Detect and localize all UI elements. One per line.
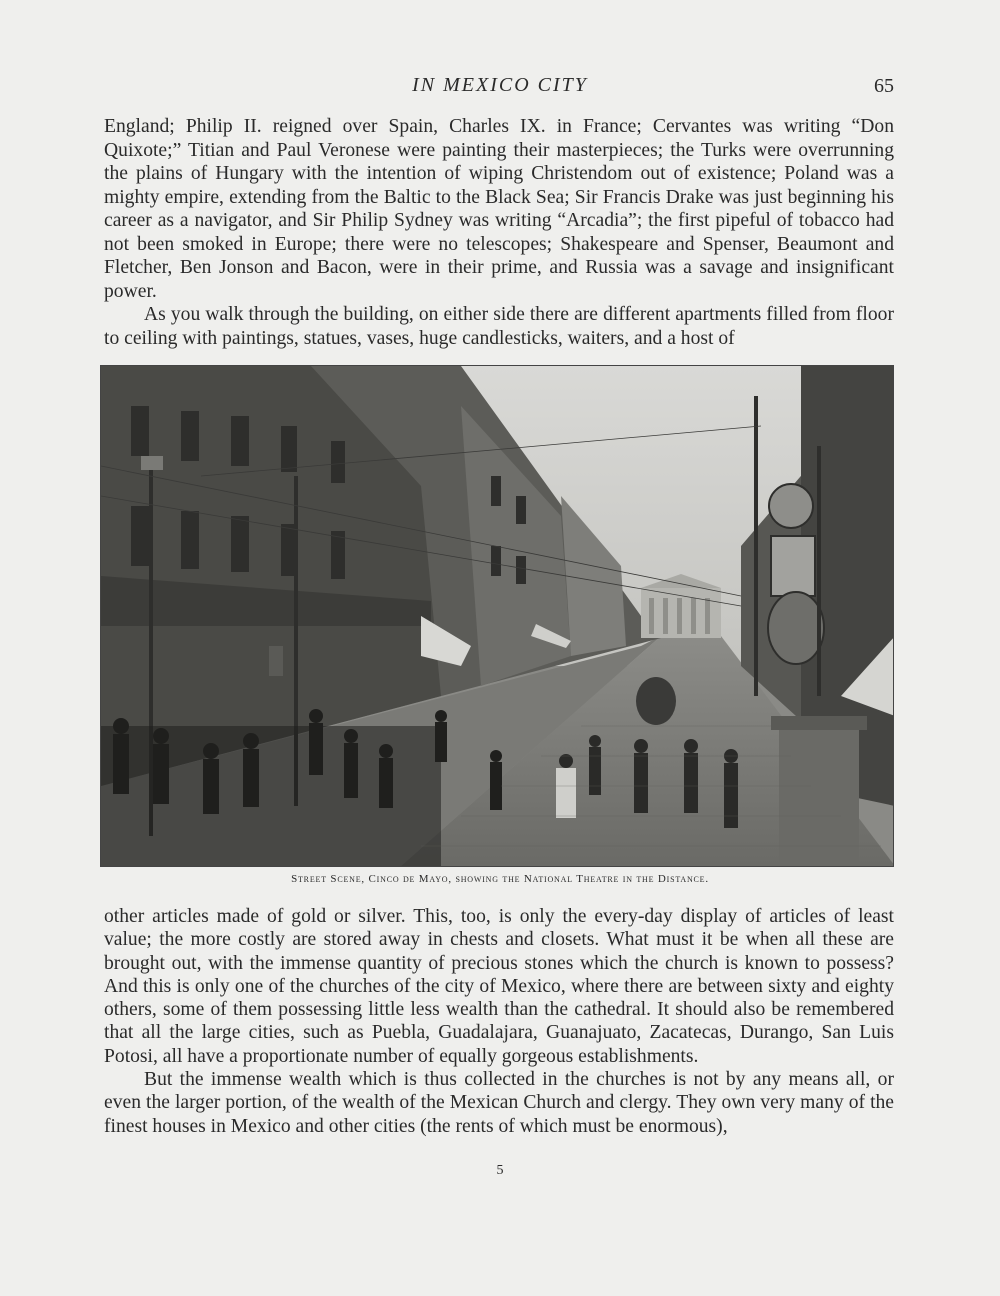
running-title: IN MEXICO CITY [412,74,588,96]
street-scene-photo [100,365,894,867]
page-number: 65 [874,75,894,97]
signature-mark: 5 [496,1163,504,1178]
paragraph: England; Philip II. reigned over Spain, Charles IX. in France; Cervantes was writing “Don Quixote;” Titian and Paul Veronese were painting their masterpieces; the Turks were overrunning the plains of Hungary with the intention of wiping Christendom out of existence; Poland was a mighty empire, extending from the Baltic to the Black Sea; Sir Francis Drake was just beginning his career as a navigator, and Sir Philip Sydney was writing “Arcadia”; the first pipeful of tobacco had not been smoked in Europe; there were no telescopes; Shakespeare and Spenser, Beaumont and Fletcher, Ben Jonson and Bacon, were in their prime, and Russia was a savage and insignificant power. [104,116,894,302]
paragraph: As you walk through the building, on either side there are different apartments filled from floor to ceiling with paintings, statues, vases, huge candlesticks, waiters, and a host of [104,304,894,349]
top-text-block [104,115,894,350]
figure-caption: Street Scene, Cinco de Mayo, showing the National Theatre in the Distance. [291,873,709,885]
bottom-text-block [104,905,894,1138]
paragraph: other articles made of gold or silver. This, too, is only the every-day display of articles of least value; the more costly are stored away in chests and closets. What must it be when all these are brought out, with the immense quantity of precious stones which the church is known to possess? And this is only one of the churches of the city of Mexico, where there are between sixty and eighty others, some of them possessing little less wealth than the cathedral. It should also be remembered that all the large cities, such as Puebla, Guadalajara, Guanajuato, Zacatecas, Durango, San Luis Potosi, all have a proportionate number of equally gorgeous establishments. [104,906,894,1067]
paragraph: But the immense wealth which is thus collected in the churches is not by any means all, or even the larger portion, of the wealth of the Mexican Church and clergy. They own very many of the finest houses in Mexico and other cities (the rents of which must be enormous), [104,1069,894,1137]
